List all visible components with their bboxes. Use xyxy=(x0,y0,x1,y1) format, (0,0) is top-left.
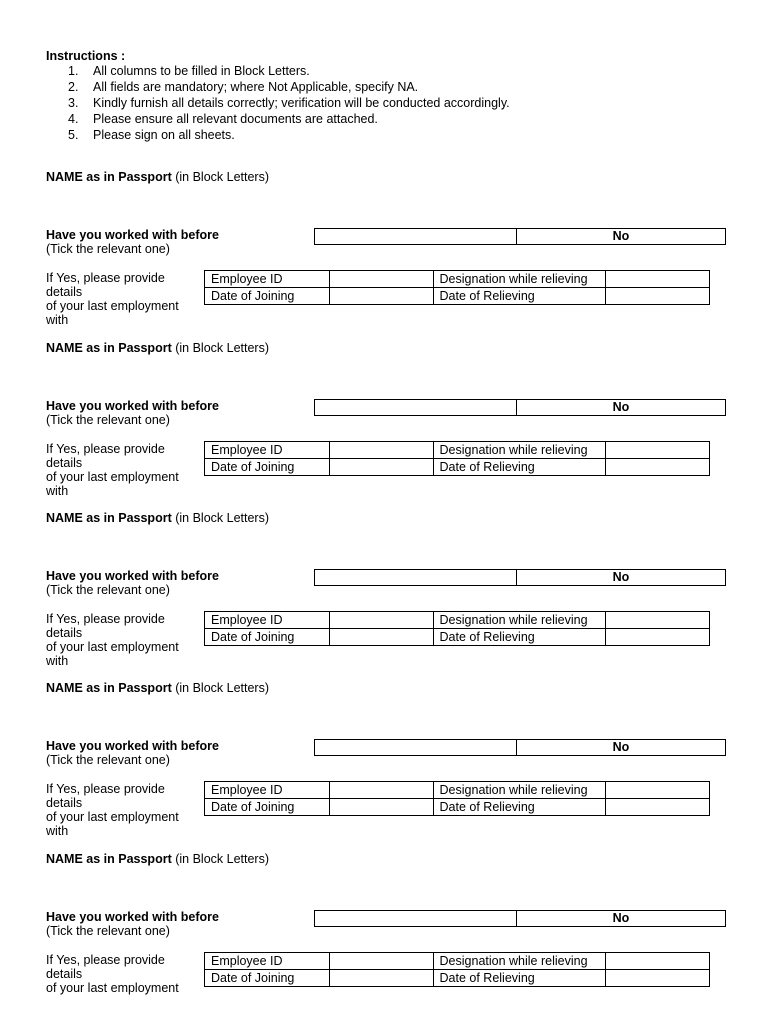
employment-section xyxy=(0,852,768,1023)
name-label: NAME as in Passport (in Block Letters) xyxy=(46,170,269,184)
employment-section xyxy=(0,681,768,852)
date-of-relieving-field[interactable] xyxy=(606,970,710,987)
no-option[interactable]: No xyxy=(612,911,630,925)
designation-field[interactable] xyxy=(606,953,710,970)
table-row: Date of Joining Date of Relieving xyxy=(205,799,710,816)
yes-no-selector xyxy=(314,739,726,756)
employment-section xyxy=(0,341,768,512)
date-of-relieving-field[interactable] xyxy=(606,799,710,816)
worked-before-label: Have you worked with before (Tick the relevant one) xyxy=(46,910,219,938)
employee-id-field[interactable] xyxy=(329,442,433,459)
name-label: NAME as in Passport (in Block Letters) xyxy=(46,341,269,355)
worked-before-label: Have you worked with before (Tick the relevant one) xyxy=(46,228,219,256)
table-row: Employee ID Designation while relieving xyxy=(205,782,710,799)
no-option[interactable]: No xyxy=(612,740,630,754)
employee-id-field[interactable] xyxy=(329,782,433,799)
employment-table xyxy=(204,441,710,476)
employment-table xyxy=(204,952,710,987)
table-row: Date of Joining Date of Relieving xyxy=(205,629,710,646)
table-row: Date of Joining Date of Relieving xyxy=(205,288,710,305)
table-row: Employee ID Designation while relieving xyxy=(205,271,710,288)
date-of-joining-field[interactable] xyxy=(329,288,433,305)
yes-option[interactable] xyxy=(315,400,517,415)
employment-table xyxy=(204,781,710,816)
instruction-item: 2. All fields are mandatory; where Not Applicable, specify NA. xyxy=(68,79,419,94)
yes-option[interactable] xyxy=(315,911,517,926)
employee-id-field[interactable] xyxy=(329,271,433,288)
designation-field[interactable] xyxy=(606,442,710,459)
employee-id-field[interactable] xyxy=(329,612,433,629)
no-option[interactable]: No xyxy=(612,229,630,243)
name-label: NAME as in Passport (in Block Letters) xyxy=(46,852,269,866)
ifyes-label: If Yes, please provide details of your last employment xyxy=(46,953,179,995)
no-option[interactable]: No xyxy=(612,400,630,414)
date-of-relieving-field[interactable] xyxy=(606,459,710,476)
date-of-relieving-field[interactable] xyxy=(606,629,710,646)
instruction-item: 5. Please sign on all sheets. xyxy=(68,127,235,142)
table-row: Employee ID Designation while relieving xyxy=(205,442,710,459)
worked-before-label: Have you worked with before (Tick the relevant one) xyxy=(46,399,219,427)
date-of-joining-field[interactable] xyxy=(329,799,433,816)
name-label: NAME as in Passport (in Block Letters) xyxy=(46,511,269,525)
yes-no-selector xyxy=(314,399,726,416)
table-row: Employee ID Designation while relieving xyxy=(205,953,710,970)
yes-option[interactable] xyxy=(315,229,517,244)
yes-option[interactable] xyxy=(315,740,517,755)
ifyes-label: If Yes, please provide details of your last employment with xyxy=(46,782,179,838)
date-of-relieving-field[interactable] xyxy=(606,288,710,305)
no-option[interactable]: No xyxy=(612,570,630,584)
table-row: Date of Joining Date of Relieving xyxy=(205,459,710,476)
ifyes-label: If Yes, please provide details of your last employment with xyxy=(46,271,179,327)
instructions-list xyxy=(68,64,510,144)
table-row: Date of Joining Date of Relieving xyxy=(205,970,710,987)
employment-section xyxy=(0,511,768,682)
employment-table xyxy=(204,270,710,305)
instruction-item: 4. Please ensure all relevant documents are attached. xyxy=(68,111,378,126)
date-of-joining-field[interactable] xyxy=(329,459,433,476)
date-of-joining-field[interactable] xyxy=(329,970,433,987)
name-label: NAME as in Passport (in Block Letters) xyxy=(46,681,269,695)
date-of-joining-field[interactable] xyxy=(329,629,433,646)
ifyes-label: If Yes, please provide details of your last employment with xyxy=(46,612,179,668)
yes-no-selector xyxy=(314,228,726,245)
worked-before-label: Have you worked with before (Tick the relevant one) xyxy=(46,569,219,597)
designation-field[interactable] xyxy=(606,612,710,629)
yes-option[interactable] xyxy=(315,570,517,585)
employment-section xyxy=(0,170,768,341)
employment-table xyxy=(204,611,710,646)
designation-field[interactable] xyxy=(606,782,710,799)
instruction-item: 1. All columns to be filled in Block Letters. xyxy=(68,64,310,78)
instructions-title: Instructions : xyxy=(46,49,126,63)
table-row: Employee ID Designation while relieving xyxy=(205,612,710,629)
designation-field[interactable] xyxy=(606,271,710,288)
yes-no-selector xyxy=(314,569,726,586)
ifyes-label: If Yes, please provide details of your last employment with xyxy=(46,442,179,498)
employee-id-field[interactable] xyxy=(329,953,433,970)
yes-no-selector xyxy=(314,910,726,927)
instruction-item: 3. Kindly furnish all details correctly; verification will be conducted accordingly. xyxy=(68,95,510,110)
worked-before-label: Have you worked with before (Tick the relevant one) xyxy=(46,739,219,767)
